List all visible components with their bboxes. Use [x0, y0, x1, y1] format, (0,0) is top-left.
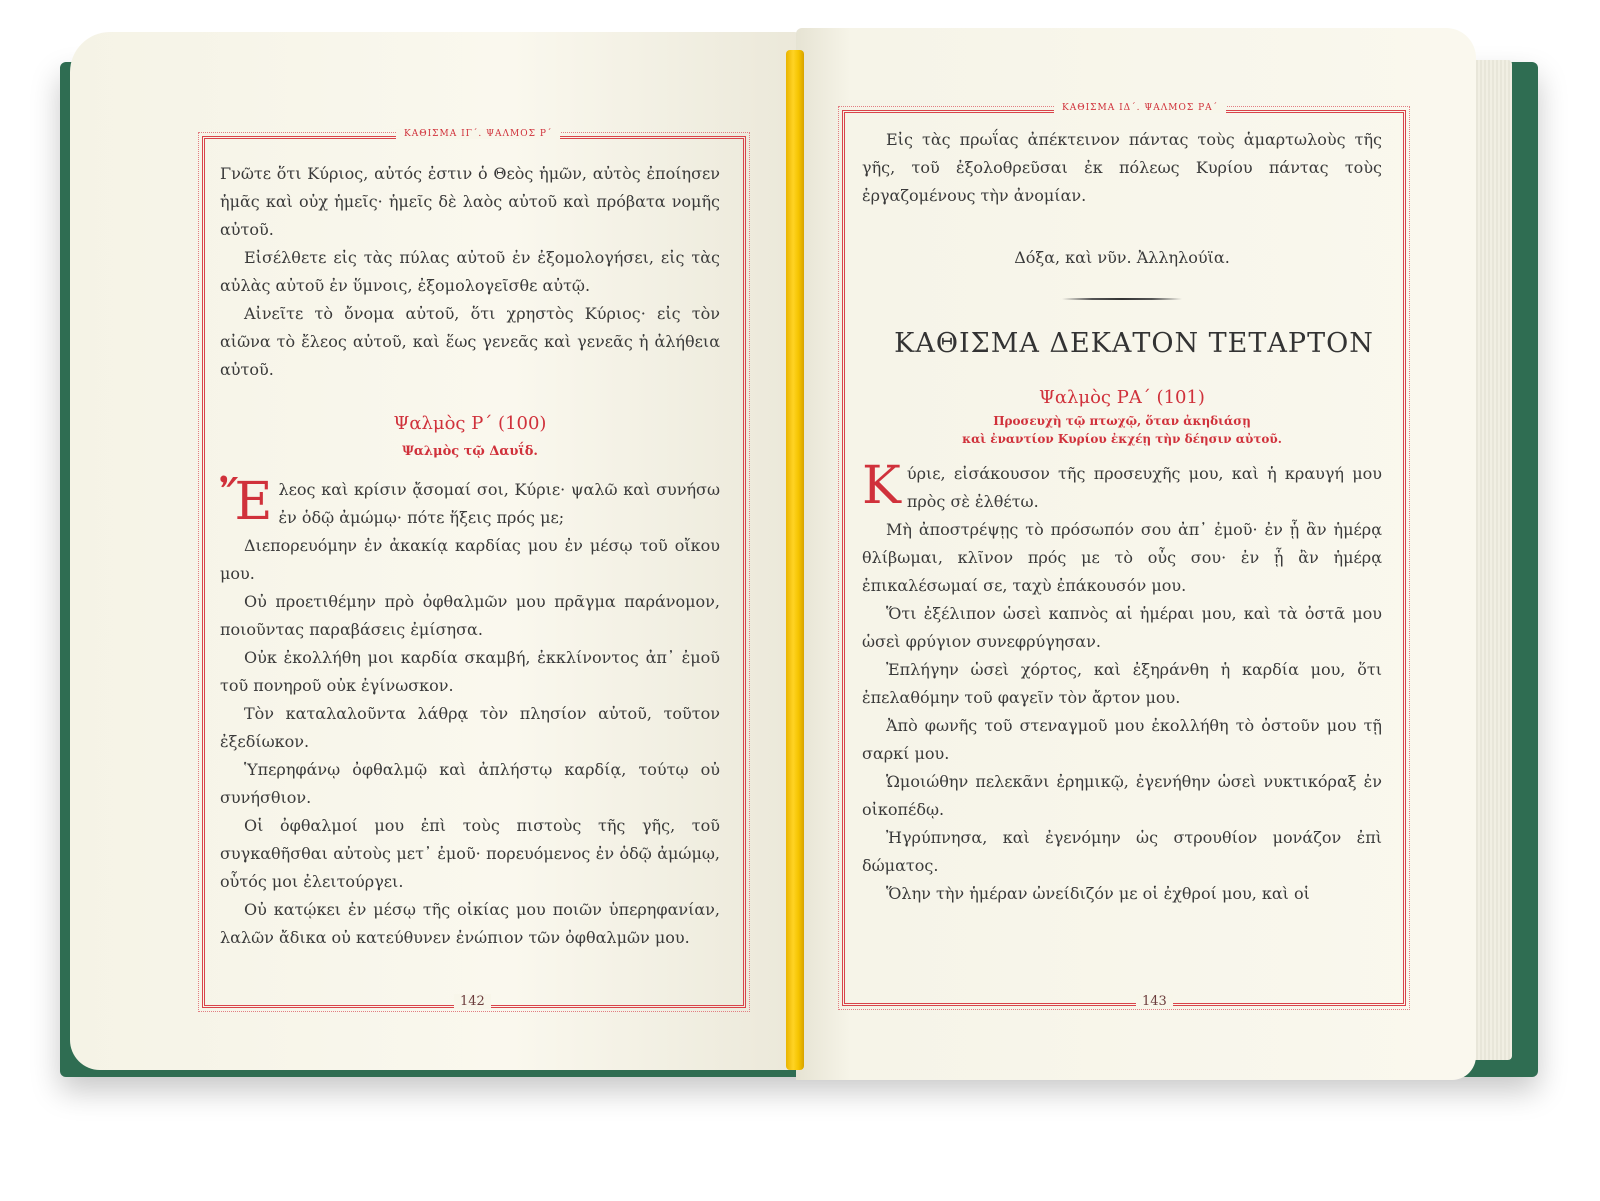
psalm-100-subtitle: Ψαλμὸς τῷ Δαυΐδ. [402, 444, 538, 459]
right-paragraph: Ὡμοιώθην πελεκᾶνι ἐρημικῷ, ἐγενήθην ὡσεὶ νυκτικόραξ ἐν οἰκοπέδῳ. [862, 772, 1382, 819]
right-dropcap-text: ύριε, εἰσάκουσον τῆς προσευχῆς μου, καὶ ἡ κραυγή μου πρὸς σὲ ἐλθέτω. [906, 464, 1382, 511]
right-paragraph: Ἐπλήγην ὡσεὶ χόρτος, καὶ ἐξηράνθη ἡ καρδία μου, ὅτι ἐπελαθόμην τοῦ φαγεῖν τὸν ἄρτον μου. [862, 660, 1382, 707]
psalm-101-title: Ψαλμὸς ΡΑ΄ (101) [1039, 387, 1205, 408]
left-paragraph: Τὸν καταλαλοῦντα λάθρᾳ τὸν πλησίον αὐτοῦ, τοῦτον ἐξεδίωκον. [220, 704, 720, 751]
left-page [70, 32, 802, 1070]
right-paragraph: Μὴ ἀποστρέψῃς τὸ πρόσωπόν σου ἀπ᾿ ἐμοῦ· ἐν ᾗ ἂν ἡμέρᾳ θλίβωμαι, κλῖνον πρός με τὸ οὖς σου· ἐν ᾗ ἂν ἡμέρᾳ ἐπικαλέσωμαί σε, ταχὺ ἐπάκουσόν μου. [862, 520, 1382, 595]
left-dropcap-text: λεος καὶ κρίσιν ᾄσομαί σοι, Κύριε· ψαλῶ καὶ συνήσω ἐν ὁδῷ ἀμώμῳ· πότε ἥξεις πρός με; [278, 480, 720, 527]
left-paragraph: Οὐκ ἐκολλήθη μοι καρδία σκαμβή, ἐκκλίνοντος ἀπ᾿ ἐμοῦ τοῦ πονηροῦ οὐκ ἐγίνωσκον. [220, 648, 720, 695]
right-running-head: ΚΑΘΙΣΜΑ ΙΔ΄. ΨΑΛΜΟΣ ΡΑ΄ [1054, 103, 1226, 113]
dropcap-kappa: Κ [862, 456, 901, 516]
left-paragraph: Αἰνεῖτε τὸ ὄνομα αὐτοῦ, ὅτι χρηστὸς Κύριος· εἰς τὸν αἰῶνα τὸ ἔλεος αὐτοῦ, καὶ ἕως γενεᾶς καὶ γενεᾶς ἡ ἀλήθεια αὐτοῦ. [220, 304, 720, 379]
left-paragraph: Εἰσέλθετε εἰς τὰς πύλας αὐτοῦ ἐν ἐξομολογήσει, εἰς τὰς αὐλὰς αὐτοῦ ἐν ὕμνοις, ἐξομολογεῖσθε αὐτῷ. [220, 248, 720, 295]
left-paragraph: Ὑπερηφάνῳ ὀφθαλμῷ καὶ ἀπλήστῳ καρδίᾳ, τούτῳ οὐ συνήσθιον. [220, 760, 720, 807]
dropcap-epsilon: Ἔ [220, 472, 273, 532]
left-paragraph: Γνῶτε ὅτι Κύριος, αὐτός ἐστιν ὁ Θεὸς ἡμῶν, αὐτὸς ἐποίησεν ἡμᾶς καὶ οὐχ ἡμεῖς· ἡμεῖς δὲ λαὸς αὐτοῦ καὶ πρόβατα νομῆς αὐτοῦ. [220, 164, 720, 239]
right-page-text [862, 126, 1382, 908]
left-paragraph: Διεπορευόμην ἐν ἀκακίᾳ καρδίας μου ἐν μέσῳ τοῦ οἴκου μου. [220, 536, 720, 583]
psalm-100-title: Ψαλμὸς Ρ΄ (100) [393, 413, 547, 434]
left-dropcap-paragraph [220, 472, 720, 532]
left-running-head: ΚΑΘΙΣΜΑ ΙΓ΄. ΨΑΛΜΟΣ Ρ΄ [396, 129, 560, 139]
right-page-number: 143 [1136, 994, 1173, 1009]
left-page-text [220, 160, 720, 952]
doxa-line: Δόξα, καὶ νῦν. Ἀλληλούϊα. [1014, 248, 1230, 267]
bookmark-ribbon [786, 50, 804, 1070]
right-paragraph: Ὅτι ἐξέλιπον ὡσεὶ καπνὸς αἱ ἡμέραι μου, καὶ τὰ ὀστᾶ μου ὡσεὶ φρύγιον συνεφρύγησαν. [862, 604, 1382, 651]
left-page-number: 142 [454, 994, 491, 1009]
right-paragraph: Εἰς τὰς πρωΐας ἀπέκτεινον πάντας τοὺς ἁμαρτωλοὺς τῆς γῆς, τοῦ ἐξολοθρεῦσαι ἐκ πόλεως Κυρίου πάντας τοὺς ἐργαζομένους τὴν ἀνομίαν. [862, 130, 1382, 205]
left-paragraph: Οἱ ὀφθαλμοί μου ἐπὶ τοὺς πιστοὺς τῆς γῆς, τοῦ συγκαθῆσθαι αὐτοὺς μετ᾿ ἐμοῦ· πορευόμενος ἐν ὁδῷ ἀμώμῳ, οὗτός μοι ἐλειτούργει. [220, 816, 720, 891]
right-paragraph: Ἠγρύπνησα, καὶ ἐγενόμην ὡς στρουθίον μονάζον ἐπὶ δώματος. [862, 828, 1382, 875]
left-paragraph: Οὐ κατῴκει ἐν μέσῳ τῆς οἰκίας μου ποιῶν ὑπερηφανίαν, λαλῶν ἄδικα οὐ κατεύθυνεν ἐνώπιον τῶν ὀφθαλμῶν μου. [220, 900, 720, 947]
right-paragraph: Ὅλην τὴν ἡμέραν ὠνείδιζόν με οἱ ἐχθροί μου, καὶ οἱ [886, 884, 1310, 903]
kathisma-heading: ΚΑΘΙΣΜΑ ΔΕΚΑΤΟΝ ΤΕΤΑΡΤΟΝ [894, 328, 1374, 359]
left-paragraph: Οὐ προετιθέμην πρὸ ὀφθαλμῶν μου πρᾶγμα παράνομον, ποιοῦντας παραβάσεις ἐμίσησα. [220, 592, 720, 639]
psalm-101-subtitle-line2: καὶ ἐναντίον Κυρίου ἐκχέῃ τὴν δέησιν αὐτοῦ. [962, 432, 1282, 446]
ornament-divider [1062, 298, 1182, 300]
right-paragraph: Ἀπὸ φωνῆς τοῦ στεναγμοῦ μου ἐκολλήθη τὸ ὀστοῦν μου τῇ σαρκί μου. [862, 716, 1382, 763]
psalm-101-subtitle-line1: Προσευχὴ τῷ πτωχῷ, ὅταν ἀκηδιάσῃ [993, 414, 1251, 428]
right-page [796, 28, 1476, 1080]
psalm-101-subtitle [862, 412, 1382, 448]
right-dropcap-paragraph [862, 456, 1382, 516]
